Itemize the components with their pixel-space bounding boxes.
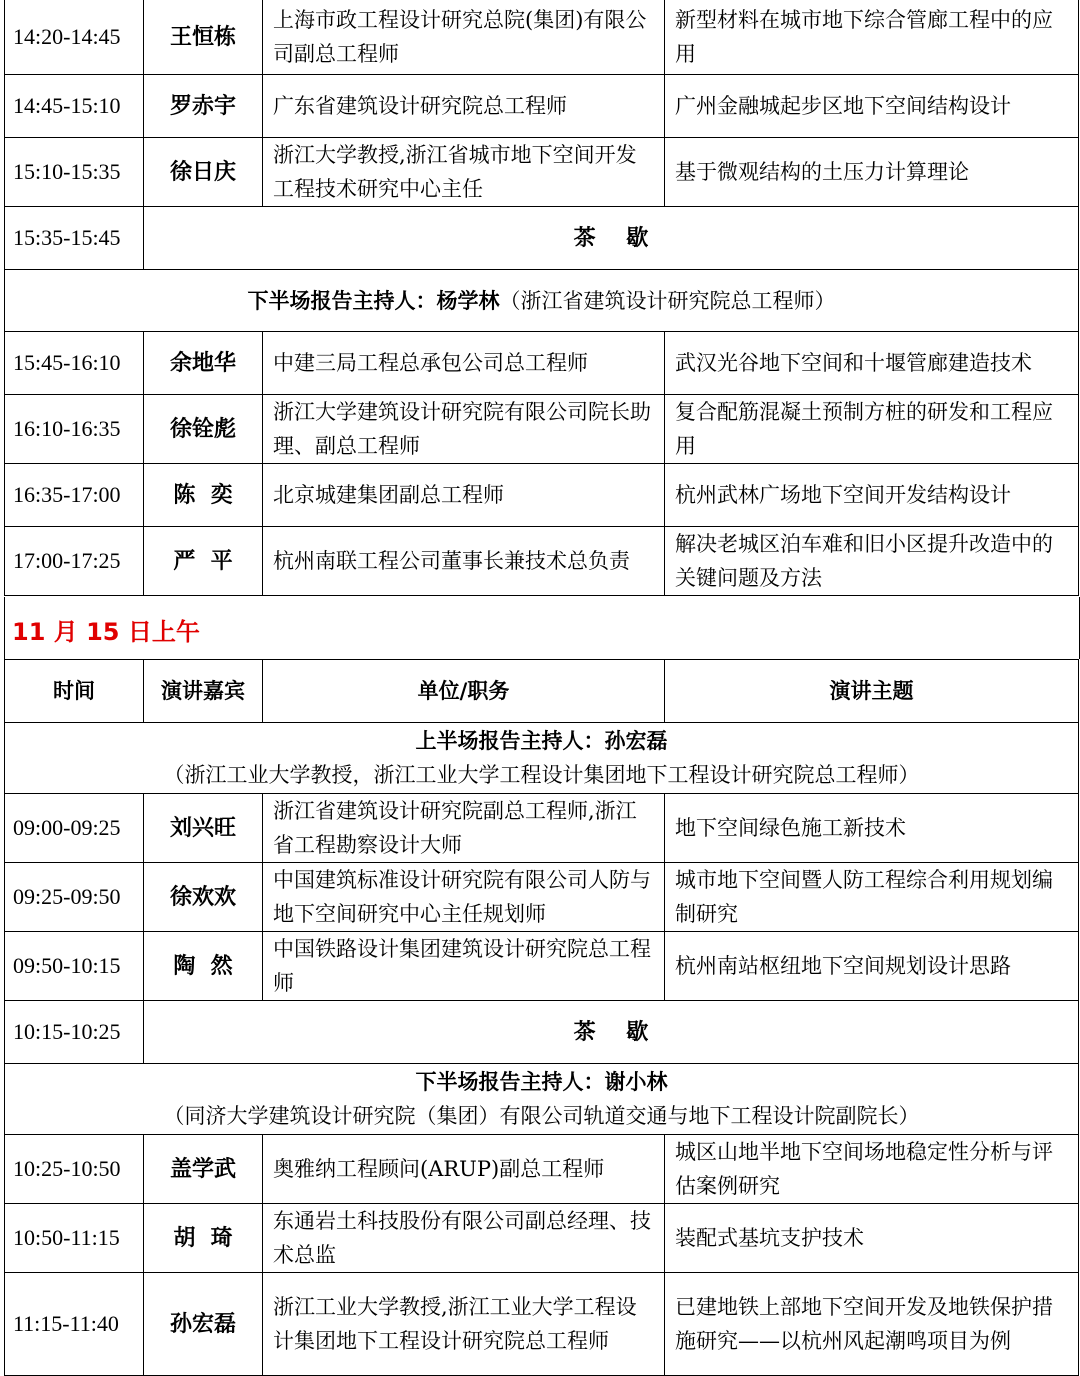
host-title: 上半场报告主持人：孙宏磊 — [415, 728, 668, 753]
speaker-name: 徐日庆 — [144, 138, 263, 207]
header-time: 时间 — [5, 660, 144, 723]
host-detail: （浙江工业大学教授，浙江工业大学工程设计集团地下工程设计研究院总工程师） — [163, 763, 920, 787]
org-cell: 杭州南联工程公司董事长兼技术总负责 — [263, 527, 665, 596]
table-row — [5, 332, 1079, 395]
host-title: 下半场报告主持人：杨学林 — [247, 287, 500, 313]
speaker-name: 徐铨彪 — [144, 395, 263, 464]
header-topic: 演讲主题 — [665, 660, 1079, 723]
header-row — [5, 660, 1079, 723]
speaker-name: 罗赤宇 — [144, 75, 263, 138]
table-row — [5, 794, 1079, 863]
header-guest: 演讲嘉宾 — [144, 660, 263, 723]
time-cell: 09:25-09:50 — [5, 863, 144, 932]
topic-cell: 复合配筋混凝土预制方桩的研发和工程应用 — [665, 395, 1079, 464]
time-cell: 14:45-15:10 — [5, 75, 144, 138]
host-detail: （浙江省建筑设计研究院总工程师） — [499, 288, 836, 313]
topic-cell: 装配式基坑支护技术 — [665, 1204, 1079, 1273]
host-row — [5, 1064, 1079, 1135]
table-row — [5, 863, 1079, 932]
tea-break-label: 茶 歇 — [144, 1001, 1079, 1064]
table-row — [5, 138, 1079, 207]
topic-cell: 广州金融城起步区地下空间结构设计 — [665, 75, 1079, 138]
org-cell: 奥雅纳工程顾问(ARUP)副总工程师 — [263, 1135, 665, 1204]
org-cell: 上海市政工程设计研究总院(集团)有限公司副总工程师 — [263, 0, 665, 75]
table-row — [5, 932, 1079, 1001]
time-cell: 10:50-11:15 — [5, 1204, 144, 1273]
table-row — [5, 464, 1079, 527]
break-row — [5, 207, 1079, 270]
topic-cell: 城市地下空间暨人防工程综合利用规划编制研究 — [665, 863, 1079, 932]
time-cell: 15:45-16:10 — [5, 332, 144, 395]
table-row — [5, 1204, 1079, 1273]
org-cell: 浙江大学教授,浙江省城市地下空间开发工程技术研究中心主任 — [263, 138, 665, 207]
org-cell: 东通岩土科技股份有限公司副总经理、技术总监 — [263, 1204, 665, 1273]
time-cell: 15:10-15:35 — [5, 138, 144, 207]
schedule-table-1 — [4, 0, 1079, 596]
table-row — [5, 1273, 1079, 1376]
time-cell: 09:00-09:25 — [5, 794, 144, 863]
org-cell: 浙江工业大学教授,浙江工业大学工程设计集团地下工程设计研究院总工程师 — [263, 1273, 665, 1376]
tea-break-label: 茶 歇 — [144, 207, 1079, 270]
speaker-name: 胡 琦 — [144, 1204, 263, 1273]
topic-cell: 解决老城区泊车难和旧小区提升改造中的关键问题及方法 — [665, 527, 1079, 596]
table-row — [5, 527, 1079, 596]
org-cell: 中国铁路设计集团建筑设计研究院总工程师 — [263, 932, 665, 1001]
time-cell: 17:00-17:25 — [5, 527, 144, 596]
speaker-name: 刘兴旺 — [144, 794, 263, 863]
topic-cell: 已建地铁上部地下空间开发及地铁保护措施研究——以杭州风起潮鸣项目为例 — [665, 1273, 1079, 1376]
org-cell: 中国建筑标准设计研究院有限公司人防与地下空间研究中心主任规划师 — [263, 863, 665, 932]
speaker-name: 陈 奕 — [144, 464, 263, 527]
host-cell — [5, 723, 1079, 794]
schedule-table-2 — [4, 659, 1079, 1376]
speaker-name: 严 平 — [144, 527, 263, 596]
topic-cell: 杭州南站枢纽地下空间规划设计思路 — [665, 932, 1079, 1001]
speaker-name: 孙宏磊 — [144, 1273, 263, 1376]
time-cell: 15:35-15:45 — [5, 207, 144, 270]
table-row — [5, 1135, 1079, 1204]
speaker-name: 盖学武 — [144, 1135, 263, 1204]
table-row — [5, 75, 1079, 138]
header-org: 单位/职务 — [263, 660, 665, 723]
topic-cell: 地下空间绿色施工新技术 — [665, 794, 1079, 863]
host-cell — [5, 270, 1079, 332]
time-cell: 09:50-10:15 — [5, 932, 144, 1001]
topic-cell: 武汉光谷地下空间和十堰管廊建造技术 — [665, 332, 1079, 395]
org-cell: 广东省建筑设计研究院总工程师 — [263, 75, 665, 138]
host-row — [5, 270, 1079, 332]
table-row — [5, 0, 1079, 75]
host-cell — [5, 1064, 1079, 1135]
speaker-name: 余地华 — [144, 332, 263, 395]
host-detail: （同济大学建筑设计研究院（集团）有限公司轨道交通与地下工程设计院副院长） — [163, 1104, 920, 1128]
topic-cell: 城区山地半地下空间场地稳定性分析与评估案例研究 — [665, 1135, 1079, 1204]
time-cell: 14:20-14:45 — [5, 0, 144, 75]
topic-cell: 新型材料在城市地下综合管廊工程中的应用 — [665, 0, 1079, 75]
host-title: 下半场报告主持人：谢小林 — [415, 1069, 668, 1094]
speaker-name: 陶 然 — [144, 932, 263, 1001]
speaker-name: 王恒栋 — [144, 0, 263, 75]
host-row — [5, 723, 1079, 794]
time-cell: 10:15-10:25 — [5, 1001, 144, 1064]
org-cell: 浙江大学建筑设计研究院有限公司院长助理、副总工程师 — [263, 395, 665, 464]
time-cell: 16:35-17:00 — [5, 464, 144, 527]
section-date-title: 11 月 15 日上午 — [12, 618, 200, 646]
topic-cell: 基于微观结构的土压力计算理论 — [665, 138, 1079, 207]
break-row — [5, 1001, 1079, 1064]
org-cell: 中建三局工程总承包公司总工程师 — [263, 332, 665, 395]
time-cell: 10:25-10:50 — [5, 1135, 144, 1204]
time-cell: 11:15-11:40 — [5, 1273, 144, 1376]
org-cell: 北京城建集团副总工程师 — [263, 464, 665, 527]
speaker-name: 徐欢欢 — [144, 863, 263, 932]
table-row — [5, 395, 1079, 464]
time-cell: 16:10-16:35 — [5, 395, 144, 464]
org-cell: 浙江省建筑设计研究院副总工程师,浙江省工程勘察设计大师 — [263, 794, 665, 863]
topic-cell: 杭州武林广场地下空间开发结构设计 — [665, 464, 1079, 527]
